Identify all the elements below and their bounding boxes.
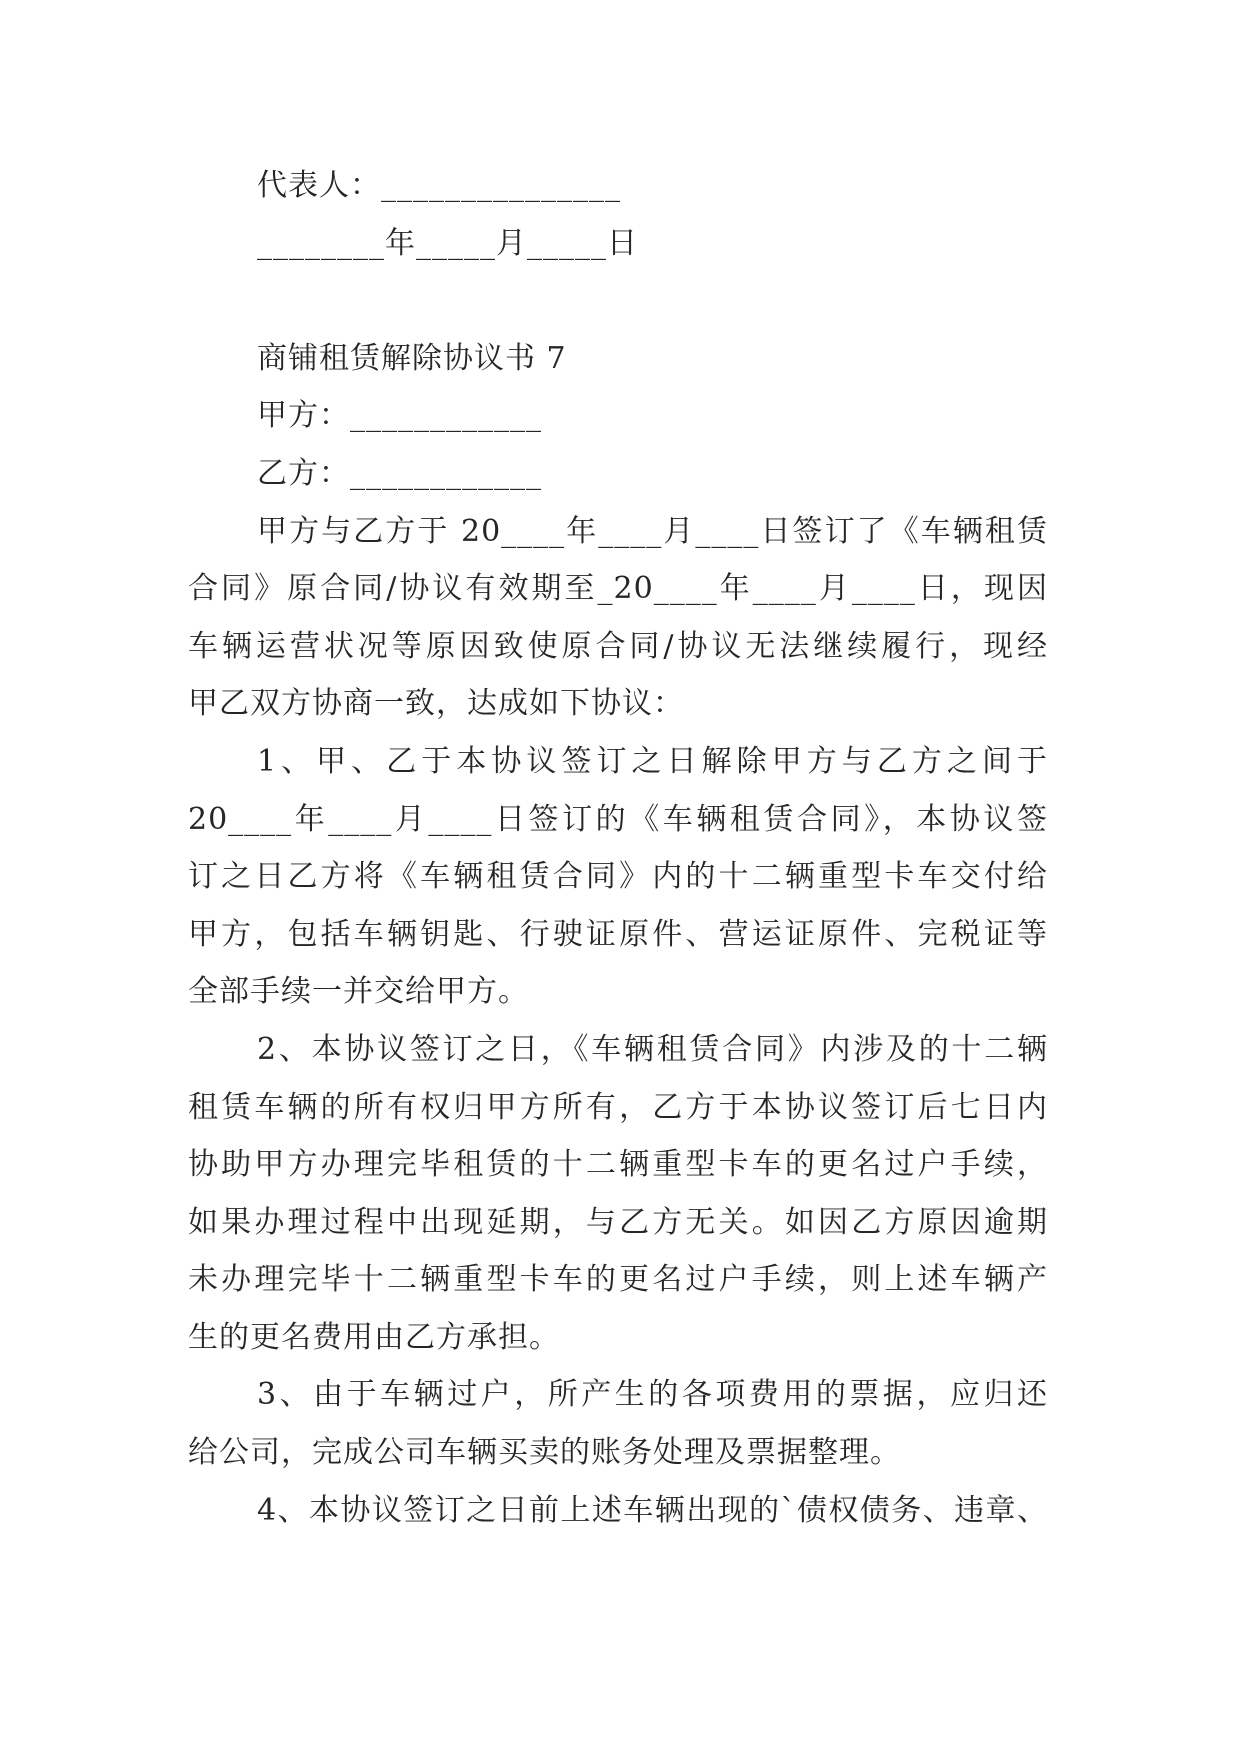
paragraph-line: 车辆运营状况等原因致使原合同/协议无法继续履行，现经 xyxy=(188,628,1048,664)
paragraph-line: 租赁车辆的所有权归甲方所有，乙方于本协议签订后七日内 xyxy=(188,1089,1048,1125)
paragraph-line: 1、甲、乙于本协议签订之日解除甲方与乙方之间于 xyxy=(257,743,1048,779)
section-spacer xyxy=(188,272,1048,330)
paragraph-line: 甲方与乙方于 20____年____月____日签订了《车辆租赁 xyxy=(257,513,1048,549)
clause-2 xyxy=(188,1021,1048,1367)
paragraph-line: 甲乙双方协商一致，达成如下协议： xyxy=(188,686,684,722)
paragraph-line: 3、由于车辆过户，所产生的各项费用的票据，应归还 xyxy=(257,1377,1048,1413)
party-b-line: 乙方：____________ xyxy=(257,455,542,491)
party-a-line: 甲方：____________ xyxy=(257,398,542,434)
paragraph-line: 甲方，包括车辆钥匙、行驶证原件、营运证原件、完税证等 xyxy=(188,916,1048,952)
paragraph-line: 2、本协议签订之日，《车辆租赁合同》内涉及的十二辆 xyxy=(257,1031,1048,1067)
paragraph-line: 未办理完毕十二辆重型卡车的更名过户手续，则上述车辆产 xyxy=(188,1262,1048,1298)
paragraph-line: 4、本协议签订之日前上述车辆出现的`债权债务、违章、 xyxy=(257,1492,1048,1528)
clause-1 xyxy=(188,733,1048,1021)
paragraph-line: 合同》原合同/协议有效期至_20____年____月____日，现因 xyxy=(188,571,1048,607)
clause-4 xyxy=(188,1482,1048,1540)
paragraph-line: 给公司，完成公司车辆买卖的账务处理及票据整理。 xyxy=(188,1435,901,1471)
paragraph-line: 20____年____月____日签订的《车辆租赁合同》，本协议签 xyxy=(188,801,1048,837)
representative-signature-line: 代表人：_______________ xyxy=(257,168,621,203)
paragraph-line: 协助甲方办理完毕租赁的十二辆重型卡车的更名过户手续， xyxy=(188,1147,1048,1183)
document-page-body xyxy=(188,157,1048,1539)
clause-3 xyxy=(188,1366,1048,1481)
paragraph-line: 订之日乙方将《车辆租赁合同》内的十二辆重型卡车交付给 xyxy=(188,859,1048,895)
paragraph-preamble xyxy=(188,503,1048,733)
agreement-title: 商铺租赁解除协议书 7 xyxy=(257,340,567,376)
paragraph-line: 如果办理过程中出现延期，与乙方无关。如因乙方原因逾期 xyxy=(188,1204,1048,1240)
paragraph-line: 全部手续一并交给甲方。 xyxy=(188,974,529,1010)
paragraph-line: 生的更名费用由乙方承担。 xyxy=(188,1319,560,1355)
signature-date-line: ________年_____月_____日 xyxy=(257,225,638,261)
